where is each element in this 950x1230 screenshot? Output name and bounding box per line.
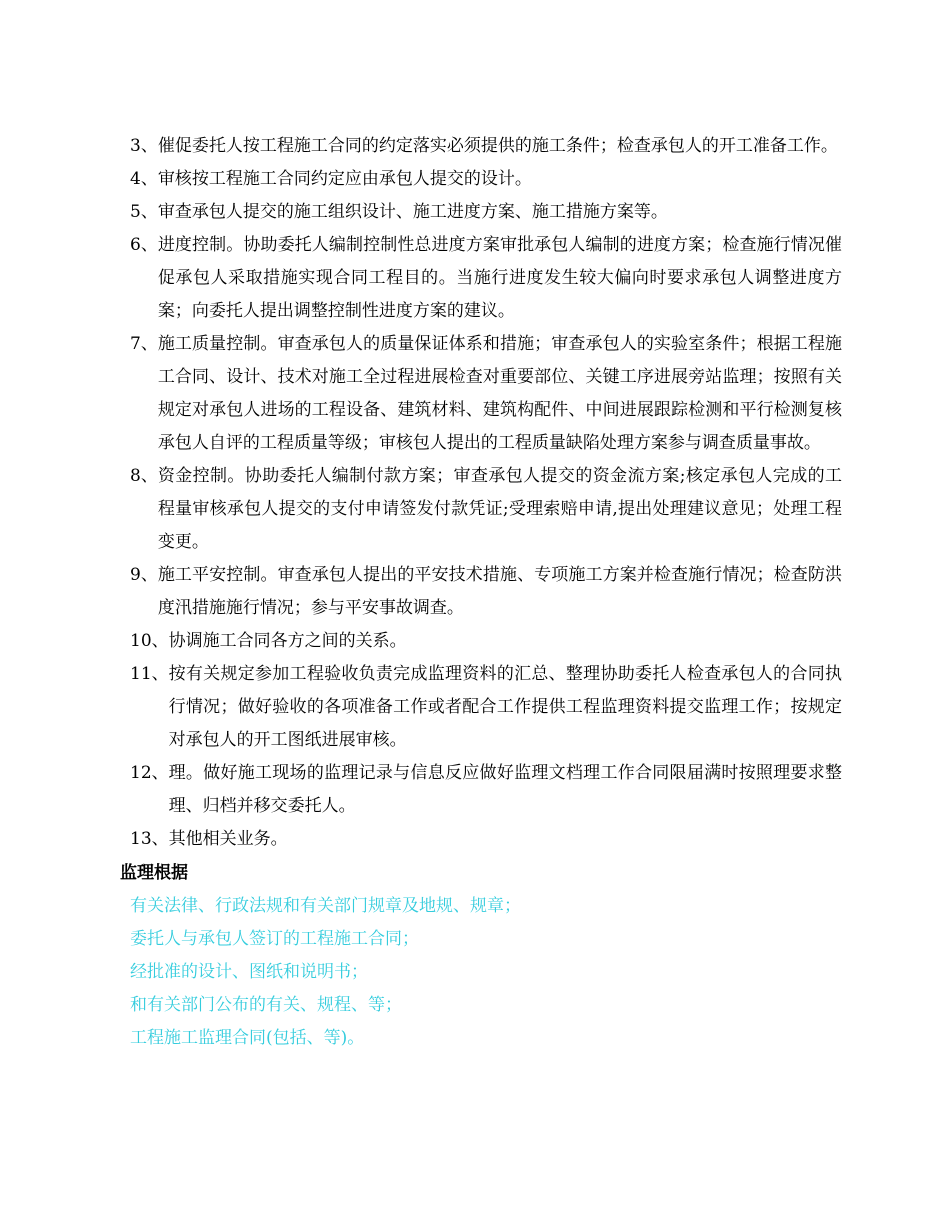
- item-number: 12、: [130, 763, 169, 783]
- item-text: 施工质量控制。审查承包人的质量保证体系和措施；审查承包人的实验室条件；根据工程施工合同、设计、技术对施工全过程进展检查对重要部位、关键工序进展旁站监理；按照有关规定对承包人进场的工程设备、建筑材料、建筑构配件、中间进展跟踪检测和平行检测复核承包人自评的工程质量等级；审核包人提出的工程质量缺陷处理方案参与调查质量事故。: [157, 334, 842, 453]
- section-heading: 监理根据: [120, 863, 188, 883]
- list-item: [130, 559, 842, 625]
- item-text: 资金控制。协助委托人编制付款方案；审查承包人提交的资金流方案;核定承包人完成的工程量审核承包人提交的支付申请签发付款凭证;受理索赔申请,提出处理建议意见；处理工程变更。: [157, 466, 842, 552]
- basis-item: 工程施工监理合同(包括、等)。: [130, 1028, 365, 1048]
- item-number: 10、: [130, 631, 169, 651]
- item-number: 13、: [130, 829, 169, 849]
- item-number: 8、: [130, 466, 158, 486]
- list-item: [130, 196, 842, 229]
- list-item: [130, 823, 842, 856]
- list-item: [130, 460, 842, 559]
- basis-item: 有关法律、行政法规和有关部门规章及地规、规章；: [130, 896, 521, 916]
- basis-item: 经批准的设计、图纸和说明书；: [130, 962, 368, 982]
- item-text: 理。做好施工现场的监理记录与信息反应做好监理文档理工作合同限届满时按照理要求整理、归档并移交委托人。: [168, 763, 842, 816]
- item-text: 施工平安控制。审查承包人提出的平安技术措施、专项施工方案并检查施行情况；检查防洪度汛措施施行情况；参与平安事故调查。: [157, 565, 842, 618]
- basis-item: 和有关部门公布的有关、规程、等；: [130, 995, 402, 1015]
- item-text: 按有关规定参加工程验收负责完成监理资料的汇总、整理协助委托人检查承包人的合同执行情况；做好验收的各项准备工作或者配合工作提供工程监理资料提交监理工作；按规定对承包人的开工图纸进展审核。: [168, 664, 842, 750]
- item-number: 7、: [130, 334, 158, 354]
- item-text: 审核按工程施工合同约定应由承包人提交的设计。: [157, 169, 532, 189]
- list-item: [130, 625, 842, 658]
- document-content: [120, 130, 842, 1055]
- item-text: 审查承包人提交的施工组织设计、施工进度方案、施工措施方案等。: [157, 202, 668, 222]
- list-item: [130, 163, 842, 196]
- item-number: 4、: [130, 169, 158, 189]
- item-number: 11、: [130, 664, 169, 684]
- item-text: 协调施工合同各方之间的关系。: [168, 631, 407, 651]
- item-number: 3、: [130, 136, 158, 156]
- item-number: 5、: [130, 202, 158, 222]
- item-number: 6、: [130, 235, 158, 255]
- list-item: [130, 328, 842, 460]
- item-text: 其他相关业务。: [168, 829, 288, 849]
- item-text: 催促委托人按工程施工合同的约定落实必须提供的施工条件；检查承包人的开工准备工作。: [157, 136, 838, 156]
- list-item: [130, 757, 842, 823]
- list-item: [130, 130, 842, 163]
- item-number: 9、: [130, 565, 158, 585]
- list-item: [130, 229, 842, 328]
- list-item: [130, 658, 842, 757]
- item-text: 进度控制。协助委托人编制控制性总进度方案审批承包人编制的进度方案；检查施行情况催促承包人采取措施实现合同工程目的。当施行进度发生较大偏向时要求承包人调整进度方案；向委托人提出调整控制性进度方案的建议。: [157, 235, 842, 321]
- basis-item: 委托人与承包人签订的工程施工合同；: [130, 929, 419, 949]
